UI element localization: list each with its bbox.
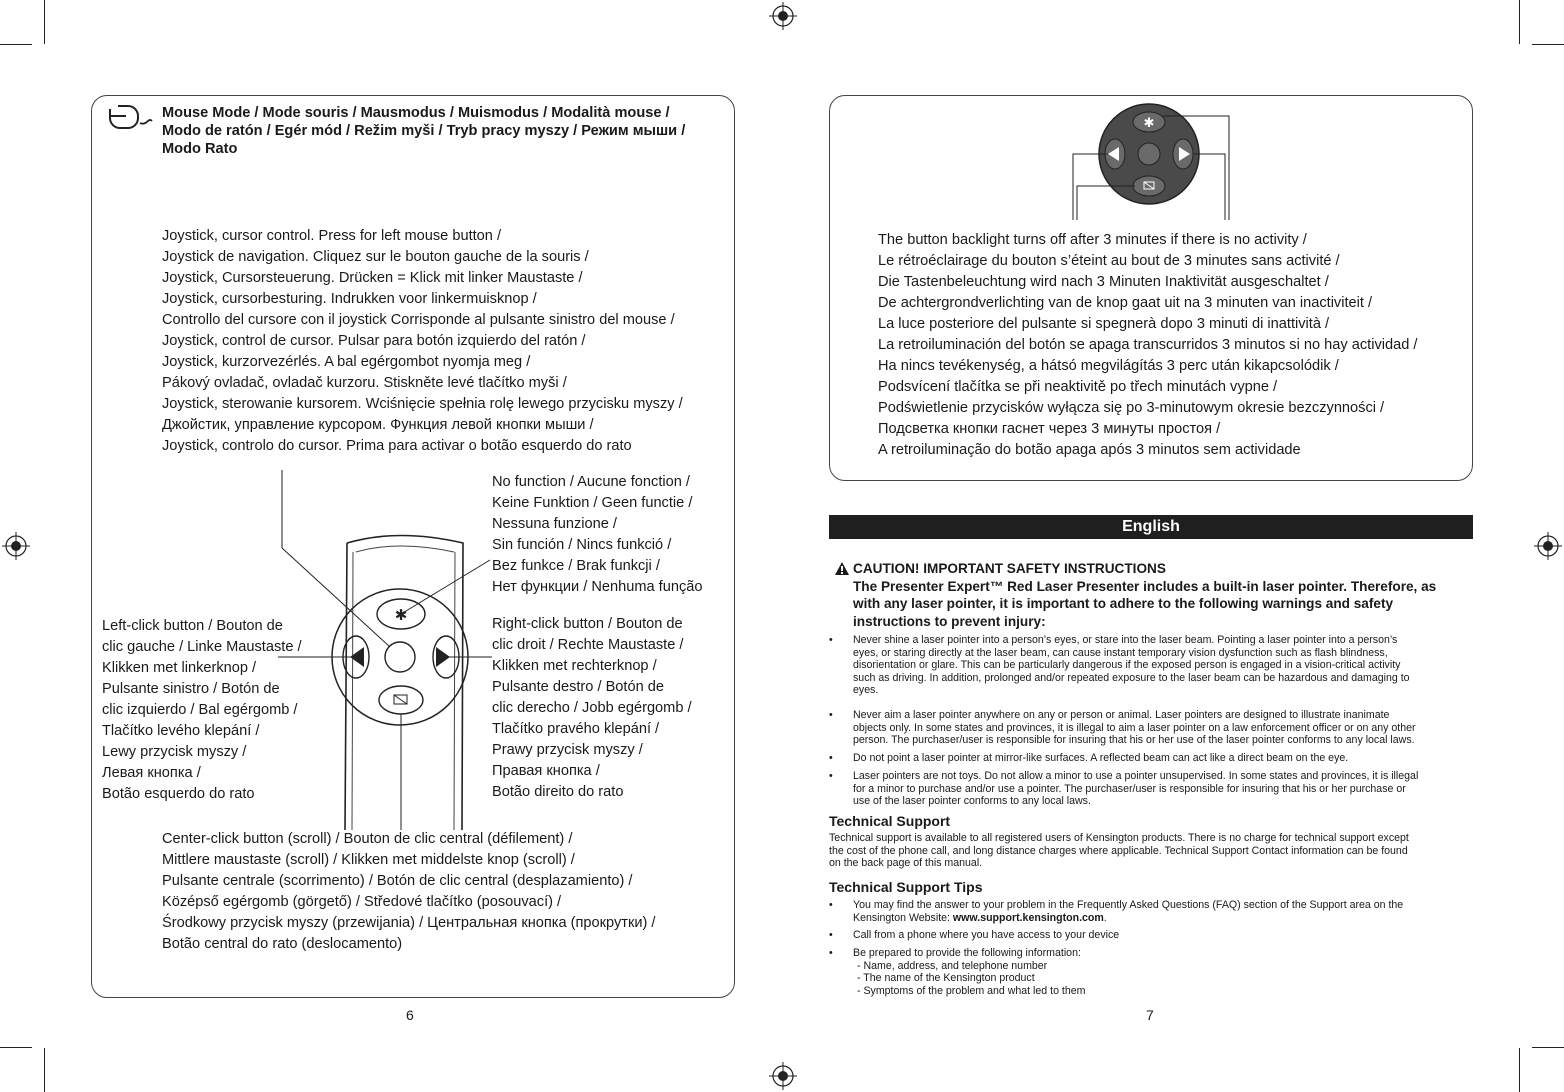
caution-heading: CAUTION! IMPORTANT SAFETY INSTRUCTIONS [853,561,1166,576]
backlight-text: The button backlight turns off after 3 minutes if there is no activity / Le rétroéclairage du bouton s’éteint au bout de 3 minutes sans activité / Die Tastenbeleuchtung wird nach 3 Minuten Inaktivität ausgeschaltet / De achtergrondverlichting van de knop gaat uit na 3 minuten van inactiviteit / La luce posteriore del pulsante si spegnerà dopo 3 minuti di inattività / La retroiluminación del botón se apaga transcurridos 3 minutos si no hay actividad / Ha nincs tevékenység, a hátsó megvilágítás 3 perc után kikapcsolódik / Podsvícení tlačítka se při neaktivitě po třech minutách vypne / Podświetlenie przycisków wyłącza się po 3-minutowym okresie bezczynności / Подсветка кнопки гаснет через 3 минуты простоя / A retroiluminação do botão apaga após 3 minutos sem actividade [878,232,1418,458]
registration-mark-icon [769,1062,797,1090]
no-function-label: No function / Aucune fonction / Keine Funktion / Geen functie / Nessuna funzione / Sin función / Nincs funkció / Bez funkce / Brak funkcji / Нет функции / Nenhuma função [492,474,703,595]
crop-mark [1519,1048,1520,1092]
technical-support-text: Technical support is available to all registered users of Kensington products. There is no charge for technical support except the cost of the phone call, and long distance charges where applicable. Technical Support Contact information can be found on the back page of this manual. [829,832,1409,870]
mouse-icon [104,103,154,133]
safety-bullet: • Laser pointers are not toys. Do not allow a minor to use a pointer unsupervised. In some states and provinces, it is illegal for a minor to purchase and/or use a pointer. The purchaser/user is responsible for insuring that his or her purchase or use of the laser pointer conforms to any local laws. [829,770,1419,808]
svg-text:✱: ✱ [1143,116,1155,131]
registration-mark-icon [1534,532,1562,560]
joystick-description: Joystick, cursor control. Press for left mouse button / Joystick de navigation. Cliquez sur le bouton gauche de la souris / Joystick, Cursorsteuerung. Drücken = Klick mit linker Maustaste / Joystick, cursorbesturing. Indrukken voor linkermuisknop / Controllo del cursore con il joystick Corrisponde al pulsante sinistro del mouse / Joystick, control de cursor. Pulsar para botón izquierdo del ratón / Joystick, kurzorvezérlés. A bal egérgombot nyomja meg / Pákový ovladač, ovladač kurzoru. Stiskněte levé tlačítko myši / Joystick, sterowanie kursorem. Wciśnięcie spełnia rolę lewego przycisku myszy / Джойстик, управление курсором. Функция левой кнопки мыши / Joystick, controlo do cursor. Prima para activar o botão esquerdo do rato [162,228,683,454]
presenter-device-illustration [270,460,500,830]
support-tip: • Be prepared to provide the following information: - Name, address, and telephone number - The name of the Kensington product - Symptoms of the problem and what led to them [829,947,1086,997]
caution-intro: The Presenter Expert™ Red Laser Presenter includes a built-in laser pointer. Therefore, as with any laser pointer, it is important to adhere to the following warnings and safety instructions to prevent injury: [853,579,1437,629]
mouse-mode-title: Mouse Mode / Mode souris / Mausmodus / Muismodus / Modalità mouse / Modo de ratón / Egér mód / Režim myši / Tryb pracy myszy / Режим мыши / Modo Rato [162,105,686,157]
crop-mark [44,0,45,44]
crop-mark [1519,0,1520,44]
crop-mark [0,44,32,45]
technical-support-heading: Technical Support [829,813,951,829]
crop-mark [44,1048,45,1092]
center-click-label: Center-click button (scroll) / Bouton de clic central (défilement) / Mittlere maustaste (scroll) / Klikken met middelste knop (scroll) / Pulsante centrale (scorrimento) / Botón de clic central (desplazamiento) / Középső egérgomb (görgető) / Středové tlačítko (posouvací) / Środkowy przycisk myszy (przewijania) / Центральная кнопка (прокрутки) / Botão central do rato (deslocamento) [162,831,656,952]
support-tip: • You may find the answer to your problem in the Frequently Asked Questions (FAQ) section of the Support area on the Kensington Website: www.support.kensington.com. [829,899,1404,924]
registration-mark-icon [769,2,797,30]
crop-mark [0,1047,32,1048]
svg-text:✱: ✱ [394,606,408,624]
page-number-right: 7 [1146,1007,1154,1023]
safety-bullet: • Never aim a laser pointer anywhere on any or person or animal. Laser pointers are designed to illustrate inanimate objects only. In some states and provinces, it is illegal to aim a laser pointer on a law enforcement officer or on any other person. The purchaser/user is responsible for insuring that his or her use of the laser pointer conforms to any local laws. [829,709,1416,747]
technical-support-tips-heading: Technical Support Tips [829,879,983,895]
safety-bullet: • Do not point a laser pointer at mirror-like surfaces. A reflected beam can act like a direct beam on the eye. [829,752,1349,764]
support-website-link[interactable]: www.support.kensington.com [952,911,1104,924]
crop-mark [1532,44,1564,45]
right-click-label: Right-click button / Bouton de clic droit / Rechte Maustaste / Klikken met rechterknop / Pulsante destro / Botón de clic derecho / Jobb egérgomb / Tlačítko pravého klepání / Prawy przycisk myszy / Правая кнопка / Botão direito do rato [492,616,692,800]
warning-icon [834,561,850,576]
button-cluster-illustration [1065,98,1235,222]
crop-mark [1532,1047,1564,1048]
left-click-label: Left-click button / Bouton de clic gauche / Linke Maustaste / Klikken met linkerknop / Pulsante sinistro / Botón de clic izquierdo / Bal egérgomb / Tlačítko levého klepání / Lewy przycisk myszy / Левая кнопка / Botão esquerdo do rato [102,618,302,802]
support-tip: • Call from a phone where you have access to your device [829,929,1120,941]
page-number-left: 6 [406,1007,414,1023]
registration-mark-icon [2,532,30,560]
safety-bullet: • Never shine a laser pointer into a person’s eyes, or stare into the laser beam. Pointing a laser pointer into a person’s eyes, or staring directly at the laser beam, can cause instant temporary vision dysfunction such as flash blindness, disorientation or glare. This can be particularly dangerous if the exposed person is engaged in a vision-critical activity such as driving. In addition, prolonged and/or repeated exposure to the laser beam can be hazardous and damaging to eyes. [829,634,1410,697]
language-header: English [829,515,1473,539]
